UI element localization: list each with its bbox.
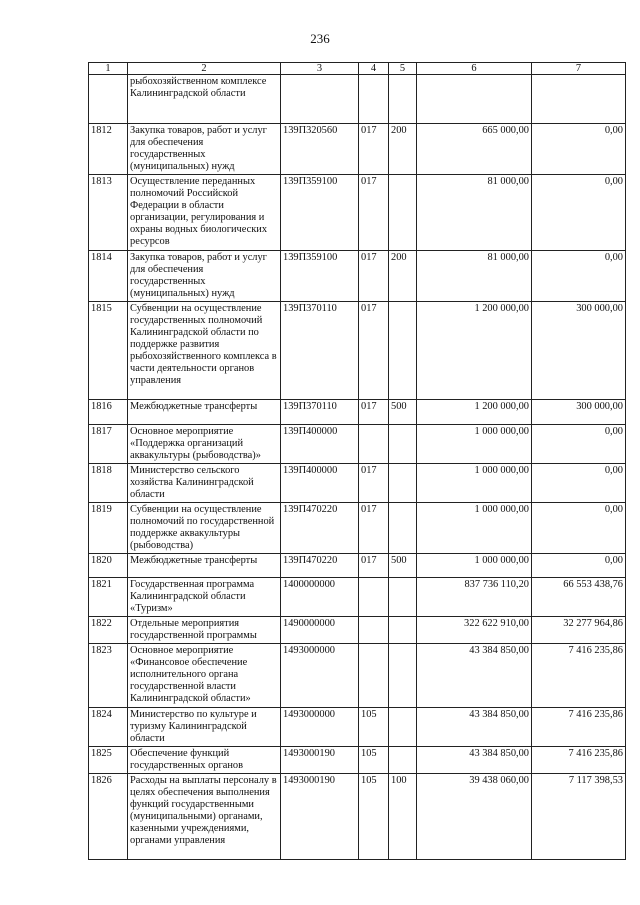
table-row [89, 302, 626, 400]
row-sum-executed [532, 75, 626, 124]
row-target-code: 139П370110 [281, 400, 359, 425]
column-header: 6 [417, 63, 532, 75]
table-row [89, 425, 626, 464]
row-target-code: 139П370110 [281, 302, 359, 400]
table-row [89, 251, 626, 302]
row-sum-approved: 665 000,00 [417, 124, 532, 175]
row-number: 1818 [89, 464, 128, 503]
table-row [89, 400, 626, 425]
column-header: 3 [281, 63, 359, 75]
row-target-code: 139П470220 [281, 554, 359, 578]
row-expense-type [389, 644, 417, 708]
row-name: Межбюджетные трансферты [128, 554, 281, 578]
row-sum-executed: 7 416 235,86 [532, 708, 626, 747]
row-name: Министерство по культуре и туризму Калининградской области [128, 708, 281, 747]
row-expense-type [389, 425, 417, 464]
row-ministry-code: 105 [359, 708, 389, 747]
row-sum-executed: 7 416 235,86 [532, 644, 626, 708]
row-target-code: 139П359100 [281, 251, 359, 302]
row-name: Государственная программа Калининградской области «Туризм» [128, 578, 281, 617]
header-row [89, 63, 626, 75]
column-header: 2 [128, 63, 281, 75]
row-sum-approved: 43 384 850,00 [417, 644, 532, 708]
row-sum-approved: 81 000,00 [417, 251, 532, 302]
row-expense-type [389, 708, 417, 747]
row-target-code: 139П400000 [281, 464, 359, 503]
row-number: 1826 [89, 774, 128, 860]
row-sum-executed: 0,00 [532, 251, 626, 302]
row-expense-type: 500 [389, 554, 417, 578]
row-ministry-code: 017 [359, 251, 389, 302]
row-ministry-code: 017 [359, 302, 389, 400]
row-ministry-code: 017 [359, 554, 389, 578]
row-name: Осуществление переданных полномочий Российской Федерации в области организации, регулирования и охраны водных биологических ресурсов [128, 175, 281, 251]
table-body [89, 75, 626, 860]
row-sum-executed: 0,00 [532, 124, 626, 175]
row-target-code: 1493000000 [281, 708, 359, 747]
row-number: 1823 [89, 644, 128, 708]
row-name: Закупка товаров, работ и услуг для обеспечения государственных (муниципальных) нужд [128, 124, 281, 175]
row-name: Субвенции на осуществление полномочий по государственной поддержке аквакультуры (рыбоводства) [128, 503, 281, 554]
row-sum-approved: 43 384 850,00 [417, 708, 532, 747]
column-header: 1 [89, 63, 128, 75]
row-target-code: 1400000000 [281, 578, 359, 617]
row-number: 1815 [89, 302, 128, 400]
row-sum-approved: 1 200 000,00 [417, 400, 532, 425]
row-number: 1821 [89, 578, 128, 617]
row-number: 1817 [89, 425, 128, 464]
table-row [89, 554, 626, 578]
row-ministry-code: 017 [359, 400, 389, 425]
row-target-code: 139П470220 [281, 503, 359, 554]
row-ministry-code: 017 [359, 503, 389, 554]
row-expense-type [389, 747, 417, 774]
column-header: 4 [359, 63, 389, 75]
row-expense-type [389, 75, 417, 124]
row-target-code: 139П320560 [281, 124, 359, 175]
row-number: 1819 [89, 503, 128, 554]
row-expense-type [389, 578, 417, 617]
row-number [89, 75, 128, 124]
row-expense-type [389, 464, 417, 503]
table-row [89, 464, 626, 503]
table-row [89, 644, 626, 708]
row-sum-approved [417, 75, 532, 124]
table-row [89, 774, 626, 860]
row-name: Отдельные мероприятия государственной программы [128, 617, 281, 644]
row-name: Министерство сельского хозяйства Калининградской области [128, 464, 281, 503]
table-row [89, 578, 626, 617]
row-ministry-code [359, 578, 389, 617]
row-sum-executed: 0,00 [532, 503, 626, 554]
row-sum-approved: 81 000,00 [417, 175, 532, 251]
page-number: 236 [310, 31, 330, 46]
row-expense-type [389, 503, 417, 554]
row-expense-type [389, 302, 417, 400]
row-number: 1820 [89, 554, 128, 578]
row-sum-approved: 1 000 000,00 [417, 554, 532, 578]
row-expense-type: 500 [389, 400, 417, 425]
row-name: Основное мероприятие «Поддержка организаций аквакультуры (рыбоводства)» [128, 425, 281, 464]
row-ministry-code [359, 617, 389, 644]
row-expense-type [389, 175, 417, 251]
row-name: рыбохозяйственном комплексе Калининградской области [128, 75, 281, 124]
row-sum-approved: 837 736 110,20 [417, 578, 532, 617]
row-expense-type: 100 [389, 774, 417, 860]
row-ministry-code: 017 [359, 124, 389, 175]
column-header: 7 [532, 63, 626, 75]
column-header: 5 [389, 63, 417, 75]
table-row [89, 175, 626, 251]
row-name: Обеспечение функций государственных органов [128, 747, 281, 774]
row-name: Закупка товаров, работ и услуг для обеспечения государственных (муниципальных) нужд [128, 251, 281, 302]
row-number: 1824 [89, 708, 128, 747]
table-row [89, 708, 626, 747]
row-ministry-code: 105 [359, 747, 389, 774]
table-row [89, 124, 626, 175]
row-name: Субвенции на осуществление государственных полномочий Калининградской области по поддержке развития рыбохозяйственного комплекса в части деятельности органов управления [128, 302, 281, 400]
row-sum-executed: 0,00 [532, 554, 626, 578]
row-expense-type: 200 [389, 251, 417, 302]
row-name: Межбюджетные трансферты [128, 400, 281, 425]
table-row [89, 617, 626, 644]
row-target-code: 1493000190 [281, 747, 359, 774]
row-ministry-code [359, 75, 389, 124]
row-target-code: 139П400000 [281, 425, 359, 464]
row-number: 1814 [89, 251, 128, 302]
row-number: 1822 [89, 617, 128, 644]
row-target-code: 1493000190 [281, 774, 359, 860]
row-sum-approved: 1 200 000,00 [417, 302, 532, 400]
row-number: 1813 [89, 175, 128, 251]
row-name: Основное мероприятие «Финансовое обеспечение исполнительного органа государственной власти Калининградской области» [128, 644, 281, 708]
row-sum-executed: 7 117 398,53 [532, 774, 626, 860]
row-sum-approved: 43 384 850,00 [417, 747, 532, 774]
row-target-code [281, 75, 359, 124]
row-sum-approved: 1 000 000,00 [417, 503, 532, 554]
row-number: 1812 [89, 124, 128, 175]
row-sum-executed: 7 416 235,86 [532, 747, 626, 774]
row-sum-executed: 0,00 [532, 425, 626, 464]
row-number: 1816 [89, 400, 128, 425]
row-expense-type: 200 [389, 124, 417, 175]
row-target-code: 1493000000 [281, 644, 359, 708]
row-expense-type [389, 617, 417, 644]
row-ministry-code: 105 [359, 774, 389, 860]
row-sum-executed: 300 000,00 [532, 400, 626, 425]
row-target-code: 1490000000 [281, 617, 359, 644]
row-sum-executed: 32 277 964,86 [532, 617, 626, 644]
table-row [89, 503, 626, 554]
table-row [89, 75, 626, 124]
row-sum-approved: 1 000 000,00 [417, 425, 532, 464]
row-sum-executed: 300 000,00 [532, 302, 626, 400]
budget-table [88, 62, 626, 860]
row-ministry-code [359, 644, 389, 708]
row-sum-executed: 0,00 [532, 175, 626, 251]
row-ministry-code: 017 [359, 175, 389, 251]
row-sum-approved: 322 622 910,00 [417, 617, 532, 644]
row-sum-executed: 66 553 438,76 [532, 578, 626, 617]
row-name: Расходы на выплаты персоналу в целях обеспечения выполнения функций государственными (муниципальными) органами, казенными учреждениями, органами управления [128, 774, 281, 860]
row-sum-approved: 1 000 000,00 [417, 464, 532, 503]
row-number: 1825 [89, 747, 128, 774]
row-sum-approved: 39 438 060,00 [417, 774, 532, 860]
row-ministry-code [359, 425, 389, 464]
table-row [89, 747, 626, 774]
row-target-code: 139П359100 [281, 175, 359, 251]
row-ministry-code: 017 [359, 464, 389, 503]
row-sum-executed: 0,00 [532, 464, 626, 503]
